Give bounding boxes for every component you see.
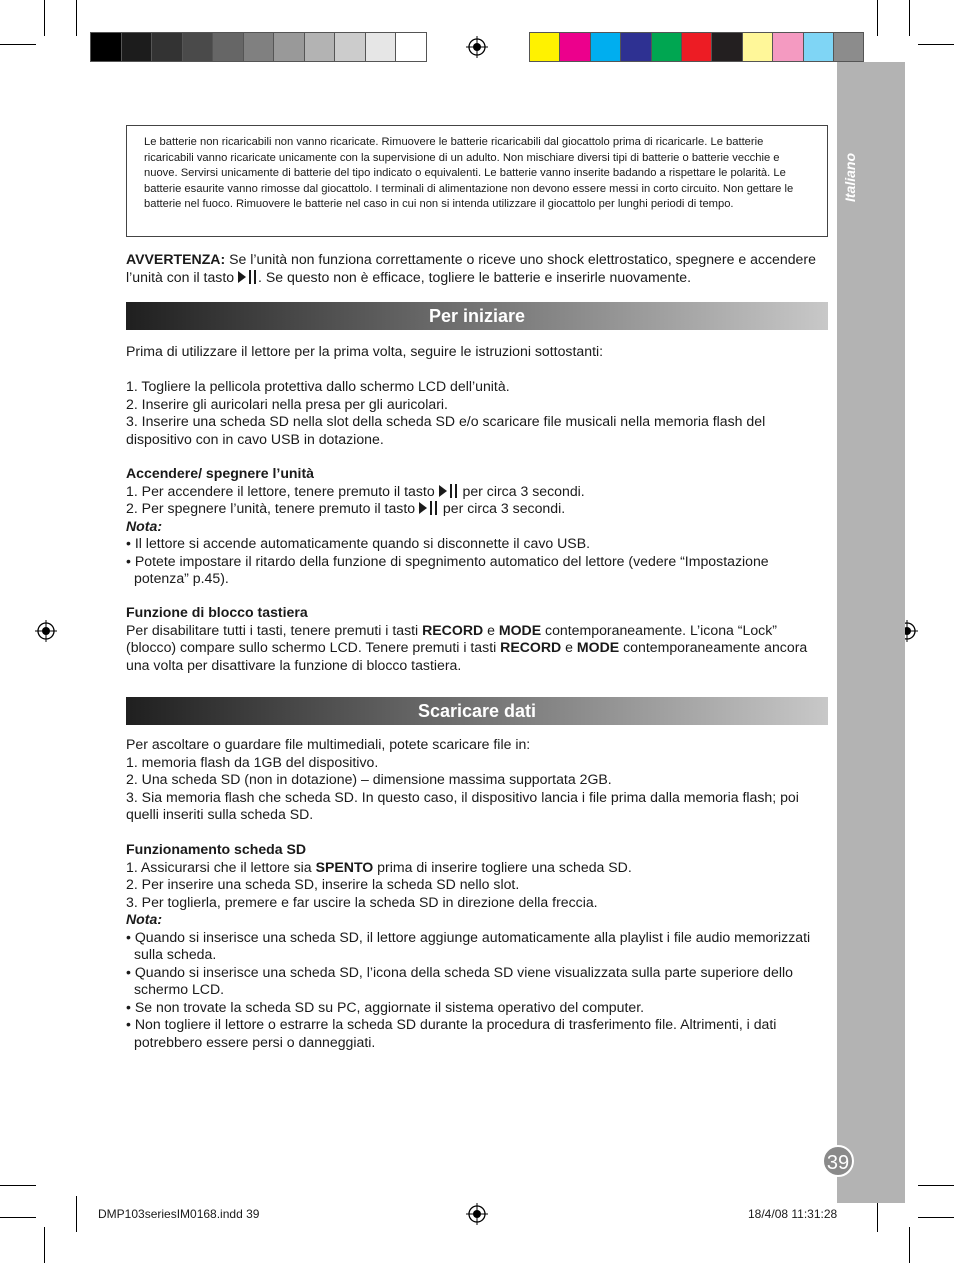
crop-mark <box>918 1185 954 1186</box>
note-item: • Non togliere il lettore o estrarre la scheda SD durante la procedura di trasferimento file. Altrimenti, i dati potrebbero essere persi o danneggiati. <box>126 1016 777 1050</box>
color-swatch <box>620 32 651 62</box>
crop-mark <box>76 1196 77 1232</box>
crop-mark <box>918 1217 954 1218</box>
crop-mark <box>918 44 954 45</box>
color-swatch <box>590 32 621 62</box>
color-swatch <box>651 32 682 62</box>
color-swatch <box>365 32 397 62</box>
color-swatch <box>803 32 834 62</box>
note-item: • Se non trovate la scheda SD su PC, aggiornate il sistema operativo del computer. <box>126 998 645 1015</box>
warning-text: Se l’unità non funziona correttamente o riceve uno shock elettrostatico, spegnere e accendere l’unità con il tasto <box>126 251 816 285</box>
play-pause-icon <box>238 270 258 284</box>
crop-mark <box>44 1227 45 1263</box>
crop-mark <box>44 0 45 36</box>
lock-block <box>126 604 826 674</box>
crop-mark <box>76 0 77 36</box>
note-label: Nota: <box>126 911 163 927</box>
play-pause-icon <box>439 484 459 498</box>
steps-list <box>126 378 826 448</box>
crop-mark <box>0 1217 36 1218</box>
registration-mark-icon <box>35 620 57 642</box>
language-side-tab <box>837 62 905 1203</box>
color-swatch <box>833 32 864 62</box>
color-swatch <box>273 32 305 62</box>
list-item: 2. Per spegnere l’unità, tenere premuto il tasto per circa 3 secondi. <box>126 500 566 516</box>
footer-timestamp: 18/4/08 11:31:28 <box>748 1207 838 1221</box>
note-item: • Quando si inserisce una scheda SD, l’icona della scheda SD viene visualizzata sulla parte superiore dello schermo LCD. <box>126 963 793 997</box>
play-pause-icon <box>419 501 439 515</box>
power-block <box>126 465 826 588</box>
list-item: 1. Per accendere il lettore, tenere premuto il tasto per circa 3 secondi. <box>126 482 585 499</box>
list-item: 2. Per inserire una scheda SD, inserire la scheda SD nello slot. <box>126 876 520 892</box>
registration-mark-icon <box>466 1203 488 1225</box>
intro-paragraph: Per ascoltare o guardare file multimediali, potete scaricare file in: <box>126 736 531 752</box>
color-swatch <box>212 32 244 62</box>
battery-notice: Le batterie non ricaricabili non vanno ricaricate. Rimuovere le batterie ricaricabili dal giocattolo prima di ricaricarle. Le batterie ricaricabili vanno ricaricate unicamente con la supervisione di un adulto. Non mischiare diversi tipi di batterie o batterie vecchie e nuove. Servirsi unicamente di batterie del tipo indicato o equivalenti. Le batterie vanno inserite badando a rispettare le polarità. Le batterie esaurite vanno rimosse dal giocattolo. I terminali di alimentazione non devono essere messi in corto circuito. Non gettare le batterie nel fuoco. Rimuovere le batterie nel caso in cui non si intenda utilizzare il giocattolo per lunghi periodi di tempo. <box>126 125 828 237</box>
crop-mark <box>0 1185 36 1186</box>
intro-paragraph: Prima di utilizzare il lettore per la prima volta, seguire le istruzioni sottostanti: <box>126 343 604 359</box>
crop-mark <box>0 44 36 45</box>
list-item: 1. Assicurarsi che il lettore sia SPENTO prima di inserire togliere una scheda SD. <box>126 858 632 875</box>
note-item: • Potete impostare il ritardo della funzione di spegnimento automatico del lettore (vedere “Impostazione potenza” p.45). <box>126 552 769 586</box>
list-item: 3. Sia memoria flash che scheda SD. In questo caso, il dispositivo lancia i file prima dalla memoria flash; poi quelli inseriti sulla scheda SD. <box>126 788 799 822</box>
color-swatch <box>559 32 590 62</box>
crop-mark <box>909 0 910 36</box>
sd-block <box>126 841 826 1051</box>
subheading: Funzione di blocco tastiera <box>126 604 308 620</box>
note-label: Nota: <box>126 517 163 534</box>
color-swatch <box>90 32 122 62</box>
list-item: 1. Togliere la pellicola protettiva dallo schermo LCD dell’unità. <box>126 378 510 394</box>
crop-mark <box>909 1227 910 1263</box>
list-item: 2. Inserire gli auricolari nella presa per gli auricolari. <box>126 395 448 412</box>
warning-label: AVVERTENZA: <box>126 251 226 267</box>
note-item: • Il lettore si accende automaticamente quando si disconnette il cavo USB. <box>126 535 591 551</box>
color-swatch <box>395 32 427 62</box>
page-number: 39 <box>822 1145 854 1177</box>
color-swatch <box>681 32 712 62</box>
language-label: Italiano <box>842 152 858 202</box>
list-item: 3. Inserire una scheda SD nella slot della scheda SD e/o scaricare file musicali nella memoria flash del dispositivo con in cavo USB in dotazione. <box>126 413 766 447</box>
note-item: • Quando si inserisce una scheda SD, il lettore aggiunge automaticamente alla playlist i file audio memorizzati sulla scheda. <box>126 928 811 962</box>
section-heading-per-iniziare: Per iniziare <box>126 302 828 330</box>
subheading: Funzionamento scheda SD <box>126 841 307 857</box>
color-swatch <box>243 32 275 62</box>
list-item: 1. memoria flash da 1GB del dispositivo. <box>126 753 379 770</box>
warning-text-end: . Se questo non è efficace, togliere le batterie e inserirle nuovamente. <box>258 268 692 285</box>
lock-paragraph: Per disabilitare tutti i tasti, tenere premuti i tasti RECORD e MODE contemporaneamente. L’icona “Lock” (blocco) compare sullo schermo LCD. Tenere premuti i tasti RECORD e MODE contemporaneamente ancora una volta per disattivare la funzione di blocco tastiera. <box>126 621 808 673</box>
color-swatch <box>772 32 803 62</box>
color-swatch <box>334 32 366 62</box>
crop-mark <box>877 0 878 36</box>
registration-mark-icon <box>466 36 488 58</box>
list-item: 3. Per toglierla, premere e far uscire la scheda SD in direzione della freccia. <box>126 893 598 910</box>
color-swatch <box>711 32 742 62</box>
footer-filename: DMP103seriesIM0168.indd 39 <box>98 1207 260 1221</box>
color-swatch <box>742 32 773 62</box>
color-swatch <box>529 32 560 62</box>
color-swatch <box>121 32 153 62</box>
warning-paragraph <box>126 251 826 286</box>
subheading: Accendere/ spegnere l’unità <box>126 465 314 481</box>
color-swatch <box>151 32 183 62</box>
color-swatch <box>182 32 214 62</box>
list-item: 2. Una scheda SD (non in dotazione) – dimensione massima supportata 2GB. <box>126 771 612 787</box>
color-swatch <box>304 32 336 62</box>
section-heading-scaricare-dati: Scaricare dati <box>126 697 828 725</box>
download-block <box>126 736 826 824</box>
